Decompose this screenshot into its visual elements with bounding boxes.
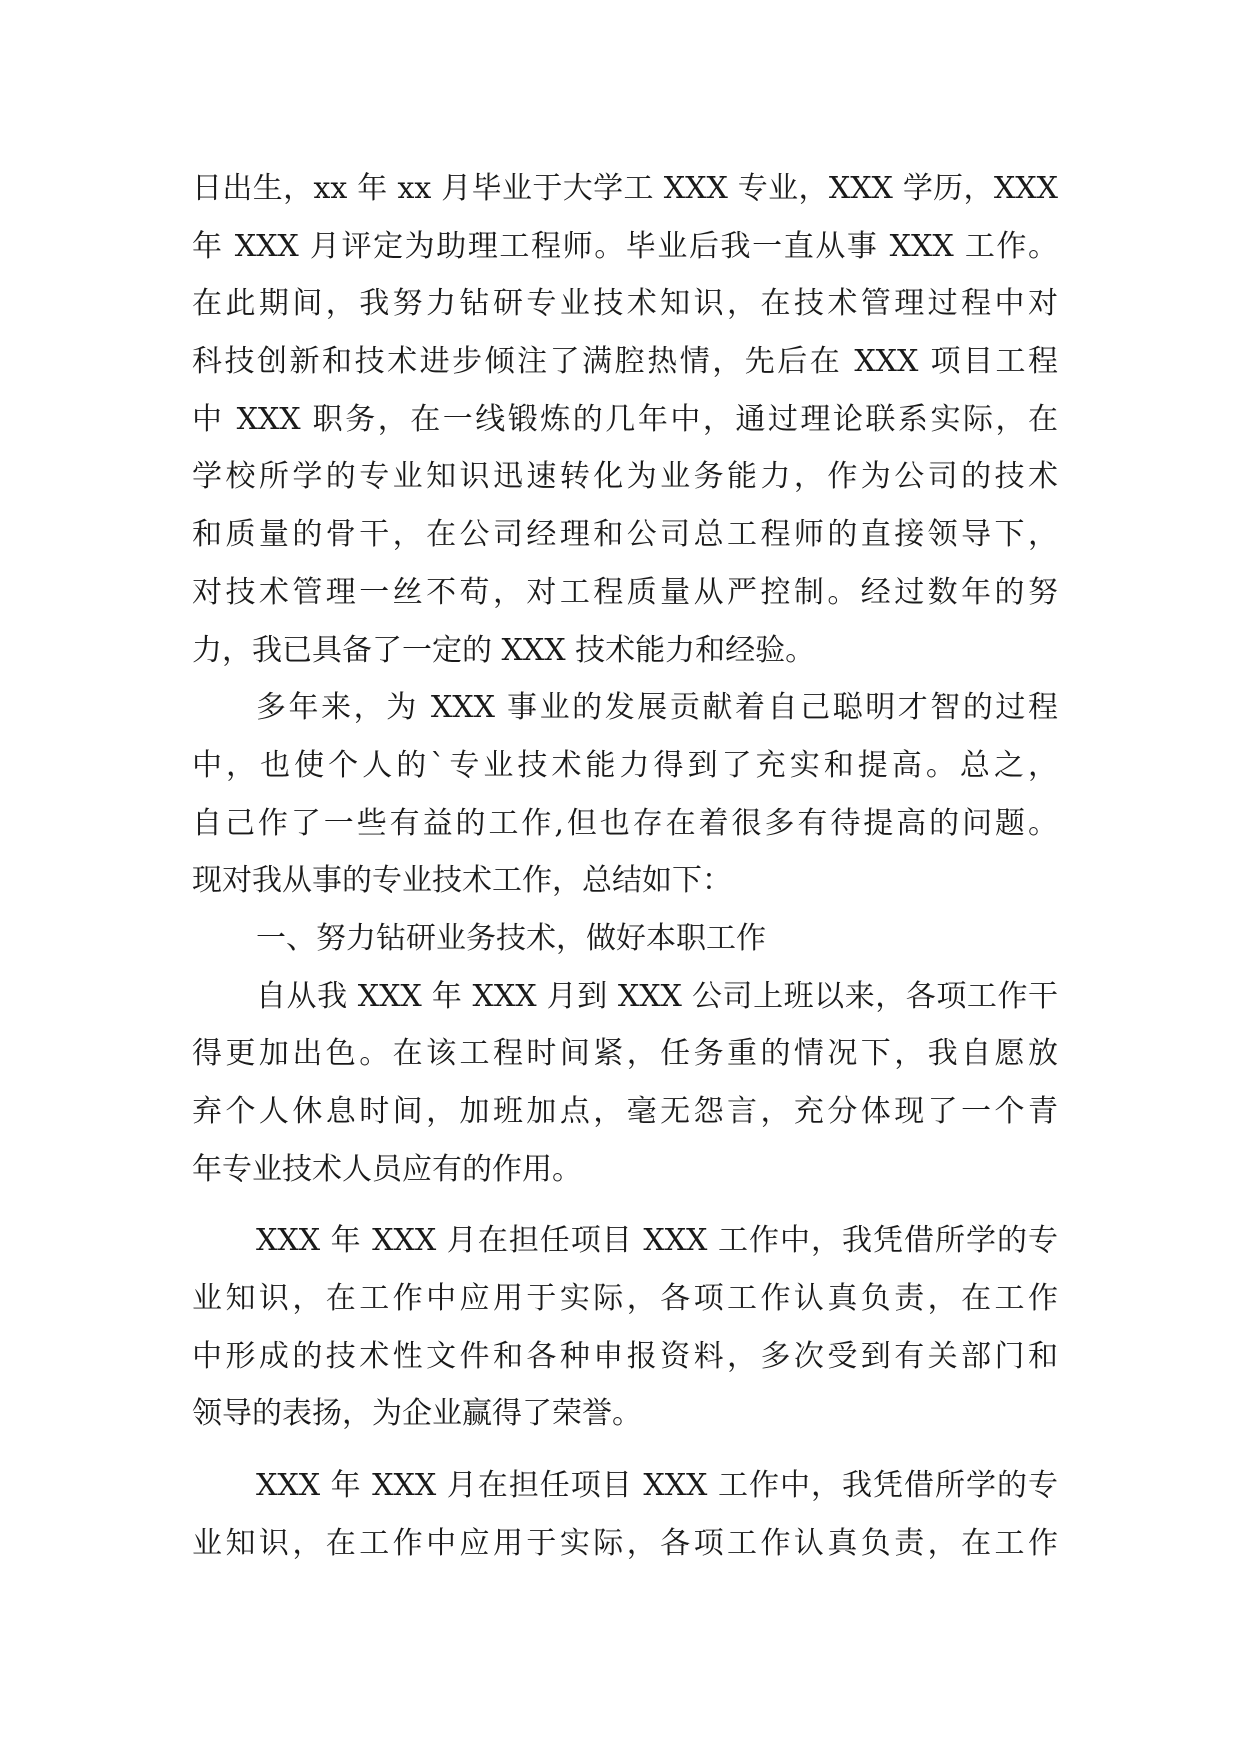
document-body <box>192 160 1058 1573</box>
paragraph-line: 日出生，xx 年 xx 月毕业于大学工 XXX 专业，XXX 学历，XXX <box>192 171 1058 206</box>
paragraph-line: 学校所学的专业知识迅速转化为业务能力，作为公司的技术 <box>192 459 1058 495</box>
paragraph-line: 年 XXX 月评定为助理工程师。毕业后我一直从事 XXX 工作。 <box>192 228 1058 264</box>
paragraph-line: 自从我 XXX 年 XXX 月到 XXX 公司上班以来，各项工作干 <box>256 978 1058 1014</box>
paragraph-line: XXX 年 XXX 月在担任项目 XXX 工作中，我凭借所学的专 <box>256 1223 1058 1259</box>
paragraph-3 <box>192 968 1058 1199</box>
paragraph-line: 力，我已具备了一定的 XXX 技术能力和经验。 <box>192 632 816 668</box>
paragraph-line: 中，也使个人的`专业技术能力得到了充实和提高。总之， <box>192 747 1058 783</box>
section-heading: 一、努力钻研业务技术，做好本职工作 <box>256 920 766 956</box>
paragraph-line: 科技创新和技术进步倾注了满腔热情，先后在 XXX 项目工程 <box>192 344 1058 380</box>
paragraph-gap <box>192 1198 1058 1212</box>
paragraph-4 <box>192 1212 1058 1443</box>
paragraph-line: 领导的表扬，为企业赢得了荣誉。 <box>192 1396 642 1432</box>
paragraph-1 <box>192 160 1058 679</box>
paragraph-line: 对技术管理一丝不苟，对工程质量从严控制。经过数年的努 <box>192 574 1058 610</box>
paragraph-line: 中 XXX 职务，在一线锻炼的几年中，通过理论联系实际，在 <box>192 401 1058 437</box>
paragraph-line: 弃个人休息时间，加班加点，毫无怨言，充分体现了一个青 <box>192 1094 1058 1129</box>
paragraph-5 <box>192 1457 1058 1572</box>
paragraph-line: 业知识，在工作中应用于实际，各项工作认真负责，在工作 <box>192 1281 1058 1317</box>
paragraph-line: 多年来，为 XXX 事业的发展贡献着自己聪明才智的过程 <box>256 690 1058 726</box>
paragraph-line: 在此期间，我努力钻研专业技术知识，在技术管理过程中对 <box>192 286 1058 322</box>
paragraph-gap <box>192 1443 1058 1457</box>
paragraph-line: 现对我从事的专业技术工作，总结如下： <box>192 863 732 899</box>
paragraph-line: 自己作了一些有益的工作,但也存在着很多有待提高的问题。 <box>192 805 1058 841</box>
paragraph-line: 年专业技术人员应有的作用。 <box>192 1151 582 1187</box>
paragraph-line: XXX 年 XXX 月在担任项目 XXX 工作中，我凭借所学的专 <box>256 1468 1058 1504</box>
paragraph-line: 得更加出色。在该工程时间紧，任务重的情况下，我自愿放 <box>192 1036 1058 1072</box>
paragraph-line: 业知识，在工作中应用于实际，各项工作认真负责，在工作 <box>192 1525 1058 1561</box>
paragraph-line: 和质量的骨干，在公司经理和公司总工程师的直接领导下， <box>192 517 1058 553</box>
paragraph-2 <box>192 679 1058 910</box>
paragraph-line: 中形成的技术性文件和各种申报资料，多次受到有关部门和 <box>192 1338 1058 1374</box>
